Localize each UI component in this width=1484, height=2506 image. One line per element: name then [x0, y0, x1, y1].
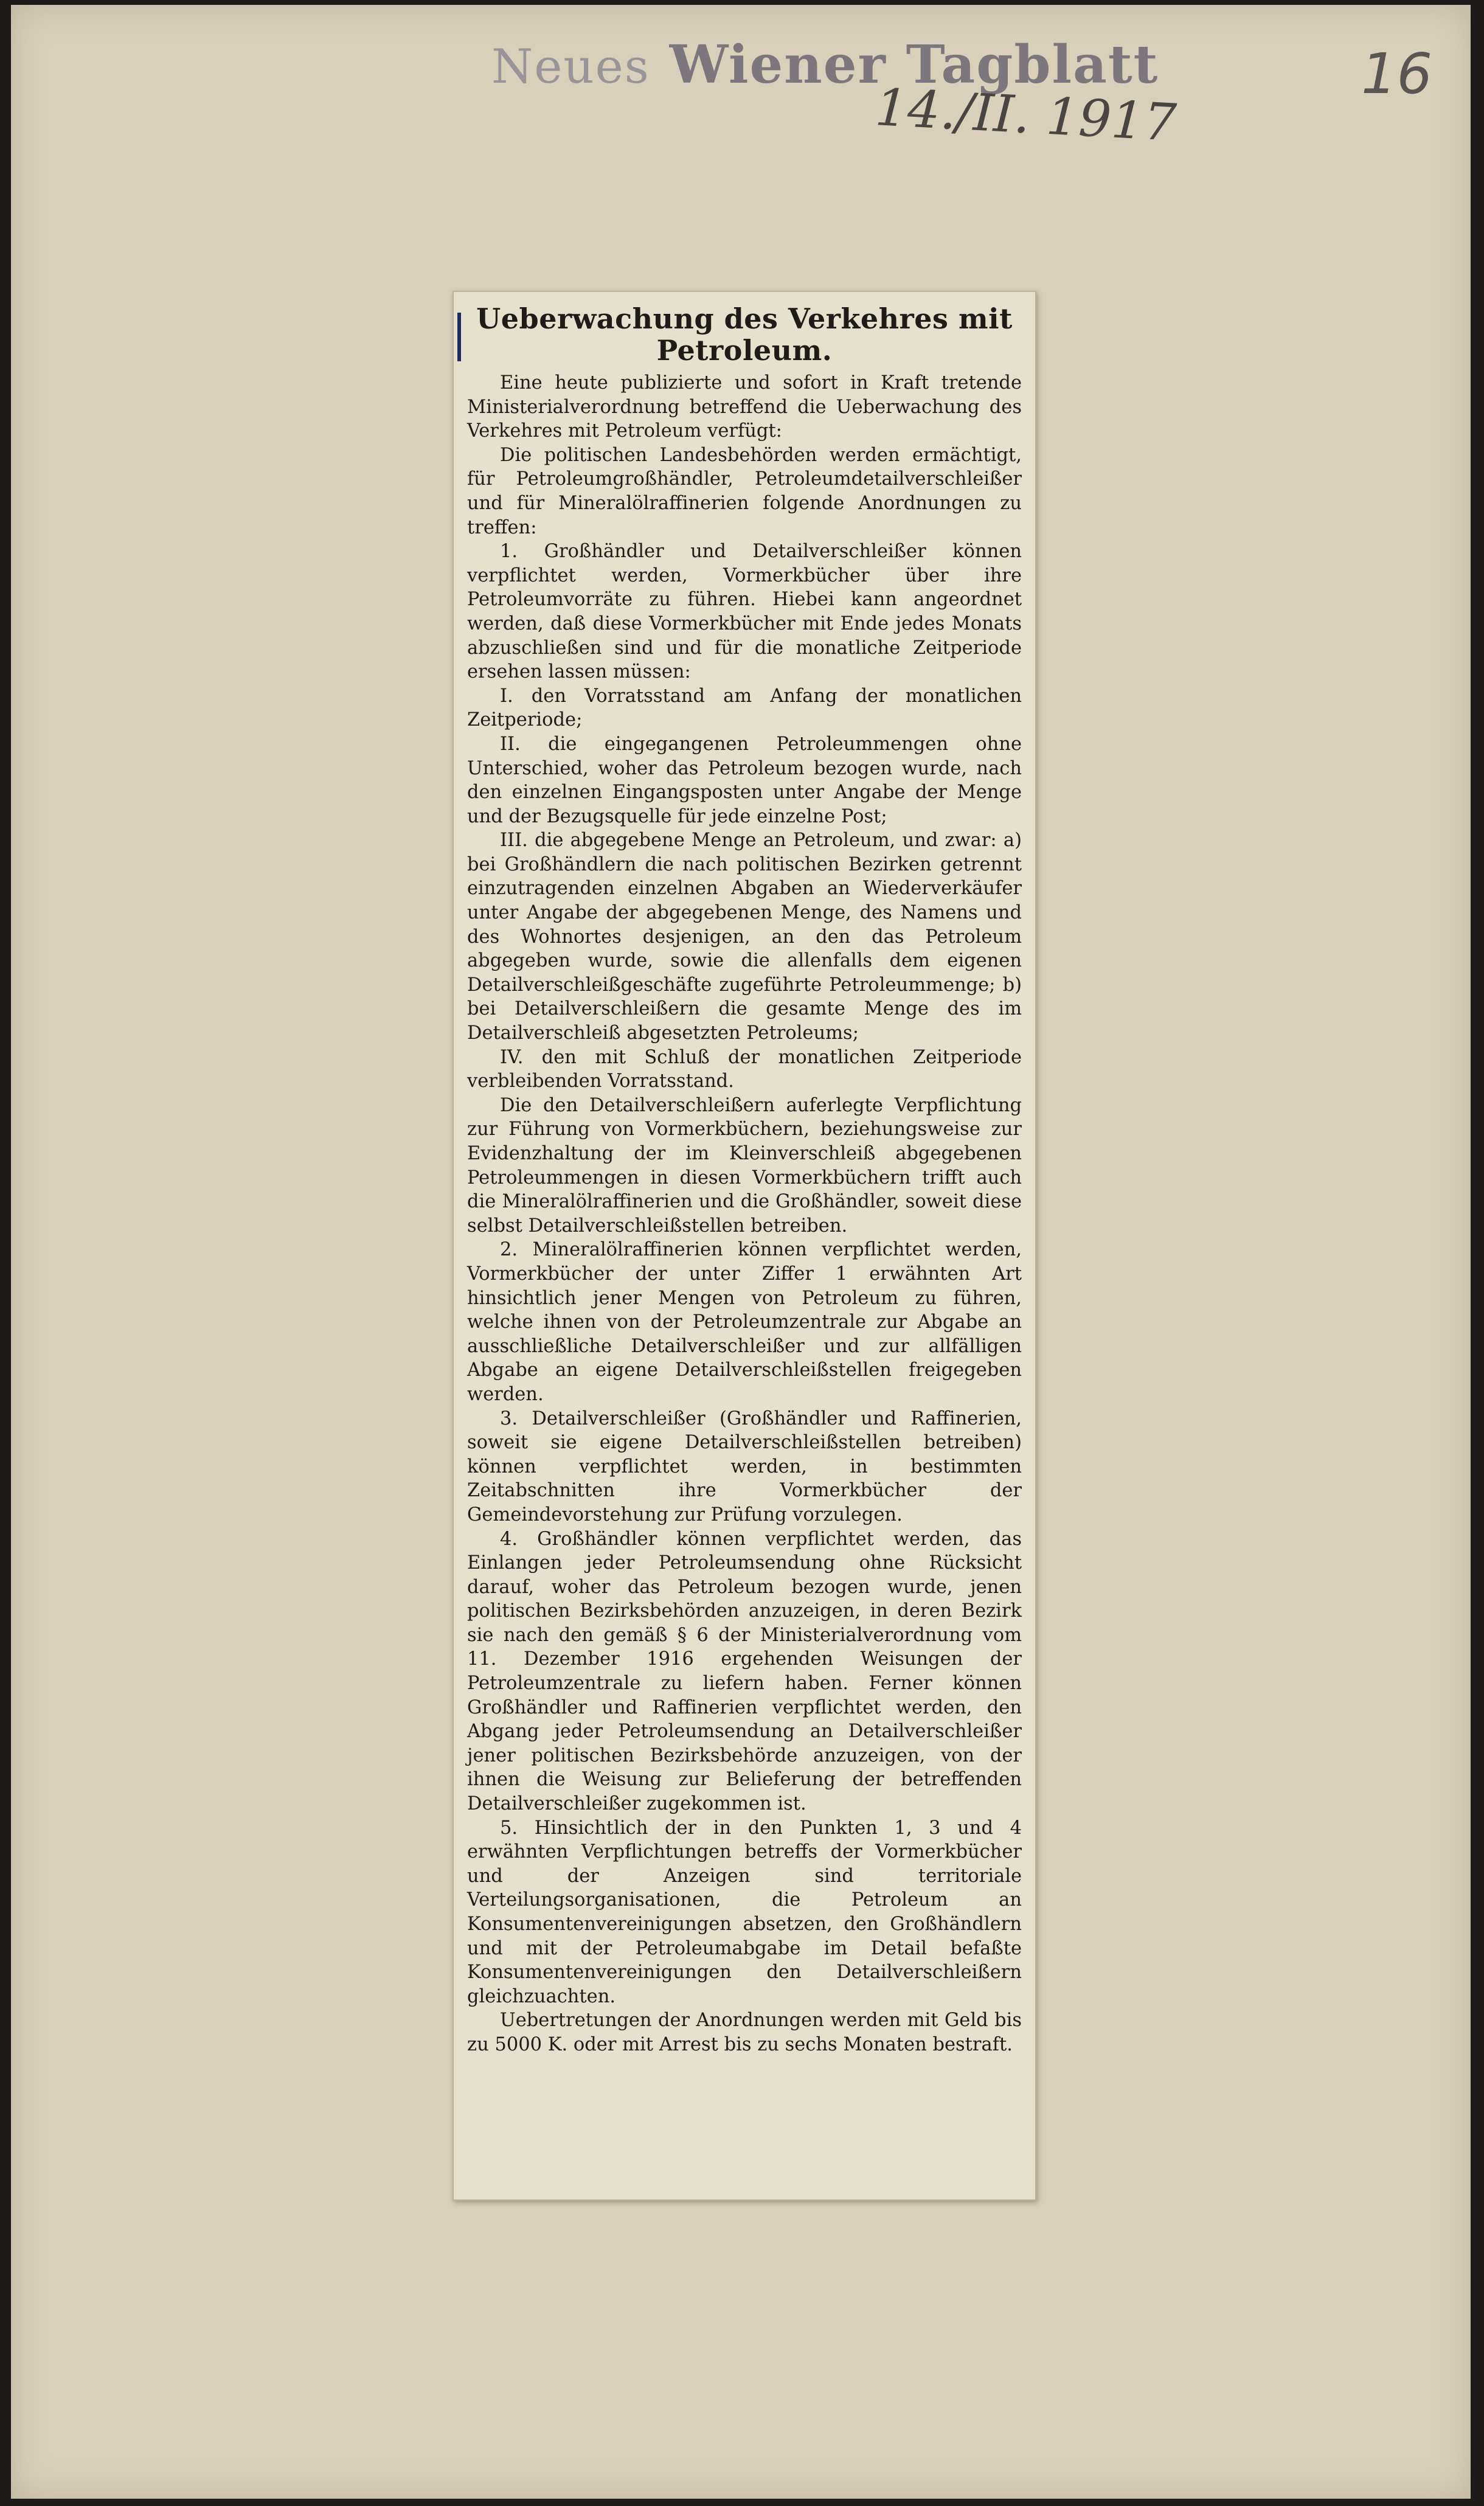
article-paragraph: Eine heute publizierte und sofort in Kraft tretende Ministerialverordnung betreffend die Ueberwachung des Verkehres mit Petroleum verfügt: — [467, 372, 1022, 442]
article-paragraph: IV. den mit Schluß der monatlichen Zeitperiode verbleibenden Vorratsstand. — [467, 1046, 1022, 1092]
article-paragraph: 2. Mineralölraffinerien können verpflichtet werden, Vormerkbücher der unter Ziffer 1 erwähnten Art hinsichtlich jener Mengen von Petroleum zu führen, welche ihnen von der Petroleumzentrale zur Abgabe an ausschließliche Detailverschleißer und zur allfälligen Abgabe an eigene Detailverschleißstellen freigegeben werden. — [467, 1239, 1022, 1405]
article-paragraph: 3. Detailverschleißer (Großhändler und Raffinerien, soweit sie eigene Detailverschleißstellen betreiben) können verpflichtet werden, in bestimmten Zeitabschnitten ihre Vormerkbücher der Gemeindevorstehung zur Prüfung vorzulegen. — [467, 1407, 1022, 1525]
handwritten-date: 14./II. 1917 — [873, 77, 1178, 153]
article-paragraph: 5. Hinsichtlich der in den Punkten 1, 3 und 4 erwähnten Verpflichtungen betreffs der Vormerkbücher und der Anzeigen sind territoriale Verteilungsorganisationen, die Petroleum an Konsumentenvereinigungen absetzen, den Großhändlern und mit der Petroleumabgabe im Detail befaßte Konsumentenvereinigungen den Detailverschleißern gleichzuachten. — [467, 1817, 1022, 2007]
archive-sheet — [11, 5, 1471, 2499]
article-paragraph: III. die abgegebene Menge an Petroleum, und zwar: a) bei Großhändlern die nach politischen Bezirken getrennt einzutragenden einzelnen Abgaben an Wiederverkäufer unter Angabe der abgegebenen Menge, des Namens und des Wohnortes desjenigen, an den das Petroleum abgegeben wurde, sowie die allenfalls dem eigenen Detailverschleißgeschäfte zugeführte Petroleummenge; b) bei Detailverschleißern die gesamte Menge des im Detailverschleiß abgesetzten Petroleums; — [467, 830, 1022, 1044]
blue-pencil-mark — [457, 313, 461, 361]
article-paragraph: II. die eingegangenen Petroleummengen ohne Unterschied, woher das Petroleum bezogen wurde, nach den einzelnen Eingangsposten unter Angabe der Menge und der Bezugsquelle für jede einzelne Post; — [467, 733, 1022, 827]
newspaper-clipping — [452, 291, 1036, 2201]
article-headline: Ueberwachung des Verkehres mit Petroleum. — [476, 302, 1013, 367]
stamp-name: Wiener Tagblatt — [669, 34, 1159, 95]
article-paragraph: Uebertretungen der Anordnungen werden mit Geld bis zu 5000 K. oder mit Arrest bis zu sechs Monaten bestraft. — [467, 2010, 1022, 2055]
folio-number: 16 — [1361, 41, 1433, 106]
article-paragraph: Die den Detailverschleißern auferlegte Verpflichtung zur Führung von Vormerkbüchern, beziehungsweise zur Evidenzhaltung der im Kleinverschleiß abgegebenen Petroleummengen in diesen Vormerkbüchern trifft auch die Mineralölraffinerien und die Großhändler, soweit diese selbst Detailverschleißstellen betreiben. — [467, 1094, 1022, 1237]
article-paragraph: I. den Vorratsstand am Anfang der monatlichen Zeitperiode; — [467, 685, 1022, 731]
article-paragraph: 1. Großhändler und Detailverschleißer können verpflichtet werden, Vormerkbücher über ihre Petroleumvorräte zu führen. Hiebei kann angeordnet werden, daß diese Vormerkbücher mit Ende jedes Monats abzuschließen sind und für die monatliche Zeitperiode ersehen lassen müssen: — [467, 541, 1022, 683]
stamp-prefix: Neues — [491, 40, 650, 94]
article-paragraph: 4. Großhändler können verpflichtet werden, das Einlangen jeder Petroleumsendung ohne Rücksicht darauf, woher das Petroleum bezogen wurde, jenen politischen Bezirksbehörden anzuzeigen, in deren Bezirk sie nach den gemäß § 6 der Ministerialverordnung vom 11. Dezember 1916 ergehenden Weisungen der Petroleumzentrale zu liefern haben. Ferner können Großhändler und Raffinerien verpflichtet werden, den Abgang jeder Petroleumsendung an Detailverschleißer jener politischen Bezirksbehörde anzuzeigen, von der ihnen die Weisung zur Belieferung der betreffenden Detailverschleißer zugekommen ist. — [467, 1528, 1022, 1815]
article-paragraph: Die politischen Landesbehörden werden ermächtigt, für Petroleumgroßhändler, Petroleumdetailverschleißer und für Mineralölraffinerien folgende Anordnungen zu treffen: — [467, 444, 1022, 538]
